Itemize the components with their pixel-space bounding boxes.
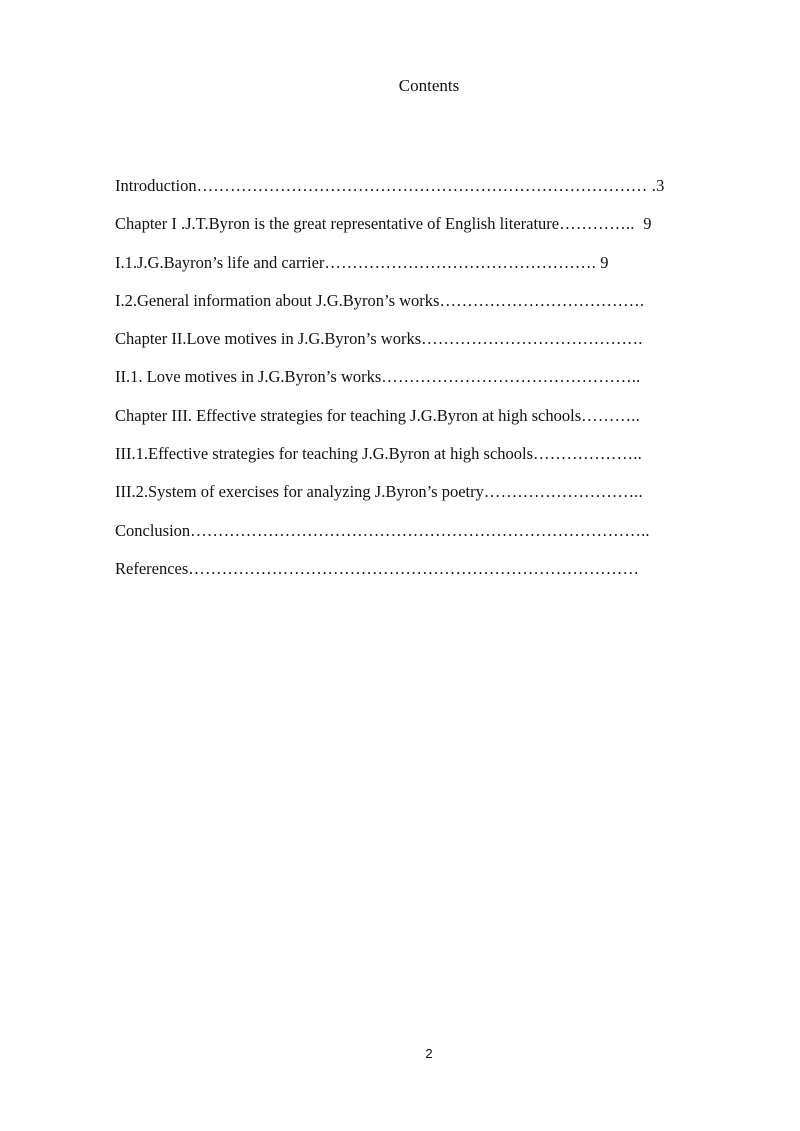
toc-entry-page: 9 — [643, 214, 652, 234]
toc-entry-leader: …………………………………. — [421, 329, 643, 349]
toc-entry-title: Introduction — [115, 176, 197, 195]
toc-entry-title: Chapter II.Love motives in J.G.Byron’s works — [115, 329, 422, 349]
toc-entry-section-3-2 — [115, 480, 740, 518]
toc-entry-conclusion — [115, 519, 740, 557]
toc-entry-chapter-1 — [115, 212, 740, 250]
toc-entry-title: Chapter III. Effective strategies for teaching J.G.Byron at high schools — [115, 405, 582, 425]
toc-entry-leader: ……………………………………….. — [381, 367, 641, 387]
toc-entry-title: I.2.General information about J.G.Byron’s works — [115, 290, 440, 310]
toc-entry-leader: …………………………………………. — [324, 252, 601, 272]
toc-entry-leader: ………….. — [559, 214, 644, 234]
toc-entry-page: 9 — [600, 252, 609, 272]
toc-entry-leader: ………………………………. — [439, 290, 645, 310]
toc-entry-references — [115, 557, 740, 595]
toc-entry-page: 3 — [656, 176, 665, 195]
toc-entry-leader: ……………………………………………………………………….. — [190, 520, 650, 540]
toc-entry-title: III.1.Effective strategies for teaching J.G.Byron at high schools — [115, 444, 534, 464]
toc-entry-leader: ……………………….. — [483, 482, 643, 502]
toc-entry-title: Conclusion — [115, 520, 191, 540]
toc-entry-leader: ……….. — [581, 405, 640, 425]
toc-entry-section-1-2 — [115, 289, 740, 327]
toc-entry-leader: ……………………………………………………………………… . — [196, 176, 657, 195]
toc-entry-section-2-1 — [115, 365, 740, 403]
toc-entry-leader: ……………………………………………………………………… — [188, 558, 640, 578]
toc-entry-section-1-1 — [115, 251, 740, 289]
page-number: 2 — [425, 1046, 433, 1061]
toc-entry-title: Chapter I .J.T.Byron is the great representative of English literature — [115, 214, 560, 234]
toc-entry-leader: ……………….. — [533, 444, 642, 464]
toc-entry-section-3-1 — [115, 442, 740, 480]
toc-entry-chapter-2 — [115, 327, 740, 365]
page-title: Contents — [398, 76, 460, 95]
toc-entry-chapter-3 — [115, 404, 740, 442]
table-of-contents — [115, 174, 740, 595]
toc-entry-introduction — [115, 174, 740, 212]
toc-entry-title: II.1. Love motives in J.G.Byron’s works — [115, 367, 382, 387]
toc-entry-title: III.2.System of exercises for analyzing J.Byron’s poetry — [115, 482, 484, 502]
toc-entry-title: I.1.J.G.Bayron’s life and carrier — [115, 252, 325, 272]
toc-entry-title: References — [115, 558, 189, 578]
